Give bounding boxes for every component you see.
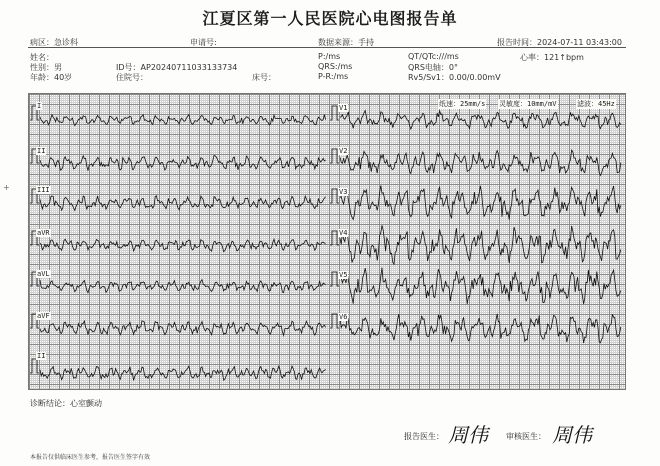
- filter-setting: 滤波：45Hz: [577, 100, 615, 108]
- rv5-sv1: Rv5/Sv1：0.00/0.00mV: [408, 73, 501, 82]
- gain-setting: 灵敏度：10mm/mV: [499, 100, 557, 108]
- footer-disclaimer: 本报告仅供临床医生参考，报告医生签字有效: [30, 454, 151, 461]
- qrs-duration: QRS:/ms: [318, 62, 353, 71]
- qt-qtc: QT/QTc:///ms: [408, 52, 459, 61]
- header-divider: [28, 47, 626, 48]
- report-doctor-signature: 周伟: [448, 423, 488, 447]
- trace-left-6: [40, 366, 326, 380]
- trace-left-3: [40, 239, 326, 251]
- lead-label-aVL: aVL: [37, 270, 50, 278]
- lead-label-V4: V4: [339, 229, 348, 237]
- ecg-traces: [28, 93, 626, 390]
- trace-left-2: [40, 196, 326, 211]
- report-doctor-label: 报告医生：: [404, 432, 444, 441]
- lead-label-III: III: [37, 186, 50, 194]
- trace-right-0: [340, 111, 621, 129]
- trace-right-4: [340, 268, 621, 304]
- pr-interval: P-R:/ms: [318, 72, 349, 81]
- lead-label-I: I: [37, 102, 42, 110]
- patient-name: 姓名：: [30, 53, 54, 62]
- lead-label-II: II: [37, 147, 46, 155]
- trace-left-5: [40, 321, 326, 336]
- heart-rate: 心率：121↑bpm: [520, 53, 584, 62]
- request-number-field: 申请号:: [190, 38, 217, 47]
- data-source-field: 数据来源：手持: [318, 38, 374, 47]
- admission-number: 住院号：: [116, 73, 148, 82]
- lead-label-aVR: aVR: [37, 229, 50, 237]
- report-title: 江夏区第一人民医院心电图报告单: [202, 9, 458, 28]
- trace-right-2: [340, 185, 621, 219]
- trace-right-3: [340, 225, 621, 264]
- diagnosis-conclusion: 诊断结论：心室颤动: [30, 399, 102, 408]
- review-doctor-label: 审核医生：: [506, 432, 546, 441]
- patient-age: 年龄：40岁: [30, 73, 73, 82]
- bed-number: 床号：: [252, 73, 276, 82]
- trace-right-1: [340, 150, 621, 175]
- patient-sex: 性别：男: [30, 63, 62, 72]
- lead-label-V3: V3: [339, 188, 348, 196]
- review-doctor-signature: 周伟: [552, 423, 592, 447]
- department-field: 病区：急诊科: [30, 38, 78, 47]
- trace-right-5: [340, 314, 621, 343]
- lead-label-V1: V1: [339, 104, 348, 112]
- lead-label-V5: V5: [339, 271, 348, 279]
- lead-label-aVF: aVF: [37, 312, 50, 320]
- lead-label-V2: V2: [339, 147, 348, 155]
- margin-mark: +: [3, 183, 10, 192]
- paper-speed: 纸速：25mm/s: [439, 100, 486, 108]
- lead-label-V6: V6: [339, 313, 348, 321]
- qrs-axis: QRS电轴：0°: [408, 63, 459, 72]
- trace-left-4: [40, 280, 326, 293]
- lead-label-rhythm-II: II: [37, 352, 46, 360]
- report-time-field: 报告时间：2024-07-11 03:43:00: [497, 38, 622, 47]
- p-duration: P:/ms: [318, 52, 341, 61]
- calibration-pulse-left-6: [30, 359, 39, 373]
- patient-id: ID号：AP20240711033133734: [116, 63, 238, 72]
- trace-left-0: [40, 115, 326, 126]
- trace-left-1: [40, 156, 326, 171]
